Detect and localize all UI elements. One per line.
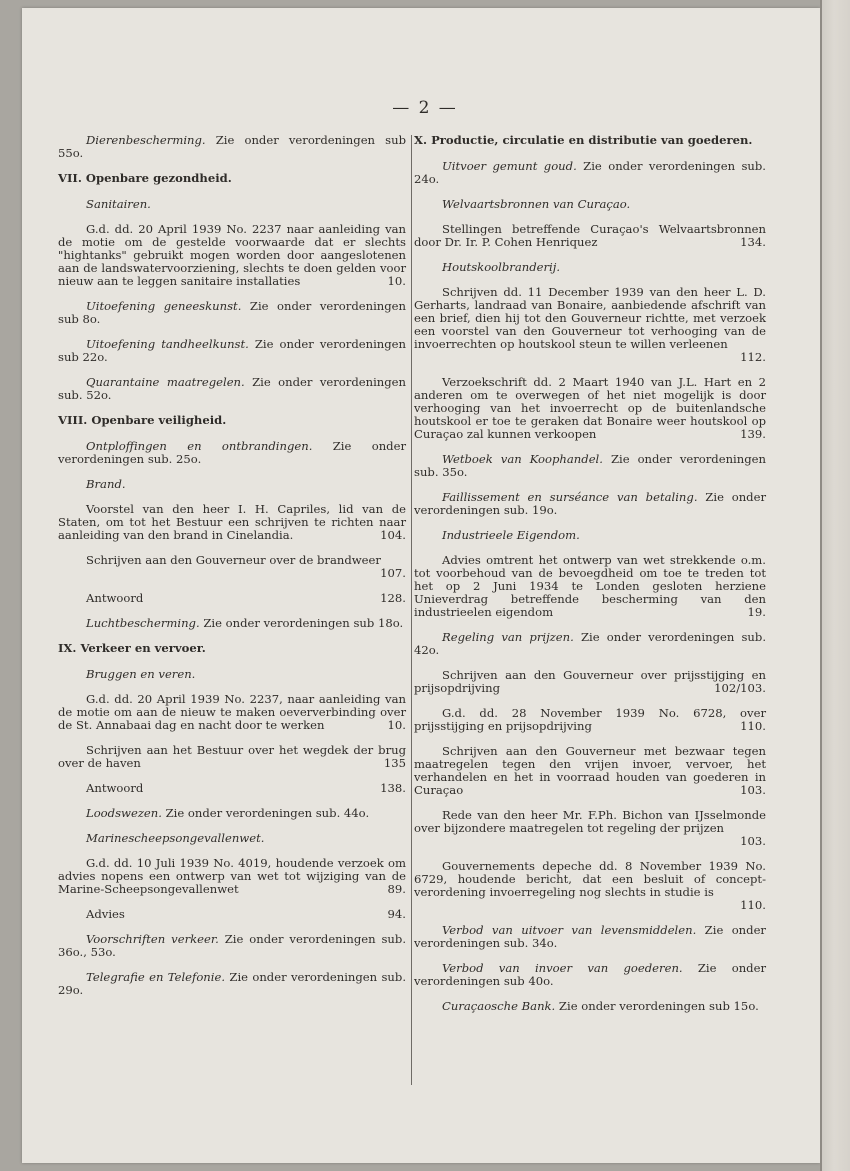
entry-text: Zie onder verordeningen sub. 34o. bbox=[414, 923, 766, 950]
entry-text: Zie onder verordeningen sub. 44o. bbox=[161, 806, 370, 820]
right-column bbox=[414, 134, 766, 1025]
entry-text: Stellingen betreffende Curaçao's Welvaartsbronnen door Dr. Ir. P. Cohen Henriquez bbox=[414, 222, 766, 249]
section-title: Openbare gezondheid. bbox=[85, 171, 232, 185]
page-reference: 102/103. bbox=[714, 681, 766, 695]
entry-heading: Uitoefening tandheelkunst. bbox=[86, 337, 249, 351]
page-reference: 94. bbox=[387, 907, 406, 921]
index-entry bbox=[58, 857, 406, 896]
index-entry bbox=[58, 376, 406, 402]
entry-text: Schrijven aan den Gouverneur over prijsstijging en prijsopdrijving bbox=[414, 668, 766, 695]
column-divider bbox=[411, 135, 412, 1085]
page-reference: 139. bbox=[740, 427, 766, 441]
section-heading bbox=[414, 134, 766, 147]
entry-text: Advies omtrent het ontwerp van wet strekkende o.m. tot voorbehoud van de bevoegdheid om toe te treden tot het op 2 Juni 1934 te Londen gesloten herziene Unieverdrag betreffende bescherming van den industrieelen eigendom bbox=[414, 553, 766, 619]
entry-text: Zie onder verordeningen sub 22o. bbox=[58, 337, 406, 364]
page-reference: 112. bbox=[740, 350, 766, 364]
entry-text: G.d. dd. 28 November 1939 No. 6728, over prijsstijging en prijsopdrijving bbox=[414, 706, 766, 733]
section-heading bbox=[58, 642, 406, 655]
index-entry bbox=[414, 453, 766, 479]
entry-heading: Curaçaosche Bank. bbox=[442, 999, 556, 1013]
entry-heading: Dierenbescherming. bbox=[86, 133, 206, 147]
entry-text: Zie onder verordeningen sub. 19o. bbox=[414, 490, 766, 517]
subheading: Sanitairen. bbox=[86, 197, 151, 211]
entry-heading: Voorschriften verkeer. bbox=[86, 932, 219, 946]
page-reference: 138. bbox=[380, 781, 406, 795]
index-entry bbox=[58, 553, 406, 580]
entry-heading: Loodswezen. bbox=[86, 806, 162, 820]
entry-heading: Verbod van invoer van goederen. bbox=[442, 961, 683, 975]
index-entry bbox=[58, 440, 406, 466]
entry-text: G.d. dd. 10 Juli 1939 No. 4019, houdende verzoek om advies nopens een ontwerp van wet tot wijziging van de Marine-Scheepsongevallenwet bbox=[58, 856, 406, 896]
entry-text: Zie onder verordeningen sub. 25o. bbox=[58, 439, 406, 466]
index-entry bbox=[414, 631, 766, 657]
section-heading bbox=[58, 414, 406, 427]
entry-text: Zie onder verordeningen sub 18o. bbox=[199, 616, 404, 630]
index-entry bbox=[414, 859, 766, 912]
section-number: IX. bbox=[58, 641, 81, 655]
entry-text: G.d. dd. 20 April 1939 No. 2237, naar aanleiding van de motie om aan de nieuw te maken oeververbinding over de St. Annabaai dag en nacht door te werken bbox=[58, 692, 406, 732]
index-entry bbox=[58, 744, 406, 770]
page-reference: 10. bbox=[387, 718, 406, 732]
page-reference: 10. bbox=[387, 274, 406, 288]
entry-text: Verzoekschrift dd. 2 Maart 1940 van J.L. Hart en 2 anderen om te overwegen of het niet mogelijk is door verhooging van het invoerrecht op de buitenlandsche houtskool er toe te geraken dat Bonaire weer houtskool op Curaçao zal kunnen verkoopen bbox=[414, 375, 766, 441]
index-entry bbox=[86, 782, 406, 795]
page-reference: 110. bbox=[740, 898, 766, 912]
entry-heading: Luchtbescherming. bbox=[86, 616, 200, 630]
entry-text: Gouvernements depeche dd. 8 November 1939 No. 6729, houdende bericht, dat een besluit of concept-verordening invoerregeling nog slechts in studie is bbox=[414, 859, 766, 899]
entry-text: Voorstel van den heer I. H. Capriles, lid van de Staten, om tot het Bestuur een schrijven te richten naar aanleiding van den brand in Cinelandia. bbox=[58, 502, 406, 542]
page-reference: 135 bbox=[383, 756, 406, 770]
subheading: Marinescheepsongevallenwet. bbox=[86, 831, 265, 845]
page-reference: 103. bbox=[740, 783, 766, 797]
page-reference: 19. bbox=[747, 605, 766, 619]
entry-text: Schrijven aan het Bestuur over het wegdek der brug over de haven bbox=[58, 743, 406, 770]
entry-text: Zie onder verordeningen sub 15o. bbox=[555, 999, 759, 1013]
entry-heading: Quarantaine maatregelen. bbox=[86, 375, 245, 389]
entry-heading: Telegrafie en Telefonie. bbox=[86, 970, 226, 984]
entry-label: Advies bbox=[86, 907, 125, 921]
subheading: Bruggen en veren. bbox=[86, 667, 196, 681]
index-entry bbox=[414, 924, 766, 950]
index-entry bbox=[58, 693, 406, 732]
entry-text: Zie onder verordeningen sub. 29o. bbox=[58, 970, 407, 997]
index-entry bbox=[58, 338, 406, 364]
entry-label: Antwoord bbox=[86, 591, 144, 605]
left-column bbox=[58, 134, 406, 1009]
index-entry bbox=[58, 223, 406, 288]
entry-heading: Wetboek van Koophandel. bbox=[442, 452, 603, 466]
entry-text: Zie onder verordeningen sub 55o. bbox=[58, 133, 406, 160]
entry-text: Zie onder verordeningen sub. 42o. bbox=[414, 630, 766, 657]
index-entry bbox=[414, 745, 766, 797]
index-entry bbox=[86, 592, 406, 605]
subheading: Houtskoolbranderij. bbox=[442, 260, 561, 274]
entry-heading: Faillissement en surséance van betaling. bbox=[442, 490, 698, 504]
entry-text: Schrijven aan den Gouverneur met bezwaar tegen maatregelen tegen den vrijen invoer, vervoer, het verhandelen en het in voorraad houden van goederen in Curaçao bbox=[414, 744, 766, 797]
page-reference: 89. bbox=[387, 882, 406, 896]
entry-heading: Regeling van prijzen. bbox=[442, 630, 574, 644]
entry-label: Antwoord bbox=[86, 781, 144, 795]
entry-text: Zie onder verordeningen sub 40o. bbox=[414, 961, 766, 988]
page-reference: 103. bbox=[740, 834, 766, 848]
index-entry bbox=[414, 285, 766, 364]
index-entry bbox=[58, 807, 406, 820]
entry-text: Rede van den heer Mr. F.Ph. Bichon van IJsselmonde over bijzondere maatregelen tot regeling der prijzen bbox=[414, 808, 766, 835]
page-reference: 107. bbox=[380, 566, 406, 580]
index-entry bbox=[58, 300, 406, 326]
index-entry bbox=[414, 223, 766, 249]
index-entry bbox=[414, 808, 766, 848]
index-entry bbox=[414, 707, 766, 733]
entry-heading: Uitoefening geneeskunst. bbox=[86, 299, 242, 313]
section-title: Openbare veiligheid. bbox=[91, 413, 227, 427]
subheading: Industrieele Eigendom. bbox=[442, 528, 580, 542]
page-reference: 134. bbox=[740, 235, 766, 249]
section-number: X. bbox=[414, 133, 432, 147]
index-entry bbox=[414, 669, 766, 695]
section-number: VII. bbox=[58, 171, 86, 185]
section-title: Productie, circulatie en distributie van goederen. bbox=[431, 133, 753, 147]
entry-text: Zie onder verordeningen sub. 52o. bbox=[58, 375, 407, 402]
index-entry bbox=[414, 491, 766, 517]
index-entry bbox=[58, 933, 406, 959]
page-reference: 110. bbox=[740, 719, 766, 733]
entry-heading: Ontploffingen en ontbrandingen. bbox=[86, 439, 313, 453]
entry-heading: Verbod van uitvoer van levensmiddelen. bbox=[442, 923, 697, 937]
index-entry bbox=[414, 1000, 766, 1013]
entry-text: Schrijven dd. 11 December 1939 van den heer L. D. Gerharts, landraad van Bonaire, aanbiedende afschrift van een brief, dien hij tot den Gouverneur richtte, met verzoek een voorstel van den Gouverneur tot verhooging van de invoerrechten op houtskool steun te willen verleenen bbox=[414, 285, 766, 351]
entry-text: Schrijven aan den Gouverneur over de brandweer bbox=[86, 553, 381, 567]
index-entry bbox=[58, 617, 406, 630]
subheading: Brand. bbox=[86, 477, 126, 491]
entry-text: G.d. dd. 20 April 1939 No. 2237 naar aanleiding van de motie om de gestelde voorwaarde dat er slechts "hightanks" gebruikt mogen worden door aangeslotenen aan de landswatervoorziening, slechts te doen gelden voor nieuw aan te leggen sanitaire installaties bbox=[58, 222, 406, 288]
section-heading bbox=[58, 172, 406, 185]
page-reference: 104. bbox=[380, 528, 406, 542]
index-entry bbox=[58, 503, 406, 542]
entry-text: Zie onder verordeningen sub 8o. bbox=[58, 299, 406, 326]
entry-heading: Uitvoer gemunt goud. bbox=[442, 159, 577, 173]
index-entry bbox=[414, 962, 766, 988]
section-title: Verkeer en vervoer. bbox=[80, 641, 206, 655]
index-entry bbox=[414, 376, 766, 441]
subheading: Welvaartsbronnen van Curaçao. bbox=[442, 197, 631, 211]
entry-text: Zie onder verordeningen sub. 24o. bbox=[414, 159, 766, 186]
index-entry bbox=[414, 554, 766, 619]
entry-text: Zie onder verordeningen sub. 36o., 53o. bbox=[58, 932, 406, 959]
page-number: — 2 — bbox=[392, 98, 458, 118]
page-spine-edge bbox=[820, 0, 850, 1171]
page-reference: 128. bbox=[380, 591, 406, 605]
entry-text: Zie onder verordeningen sub. 35o. bbox=[414, 452, 766, 479]
index-entry bbox=[414, 160, 766, 186]
section-number: VIII. bbox=[58, 413, 92, 427]
index-entry bbox=[58, 134, 406, 160]
index-entry bbox=[58, 971, 406, 997]
index-entry bbox=[86, 908, 406, 921]
